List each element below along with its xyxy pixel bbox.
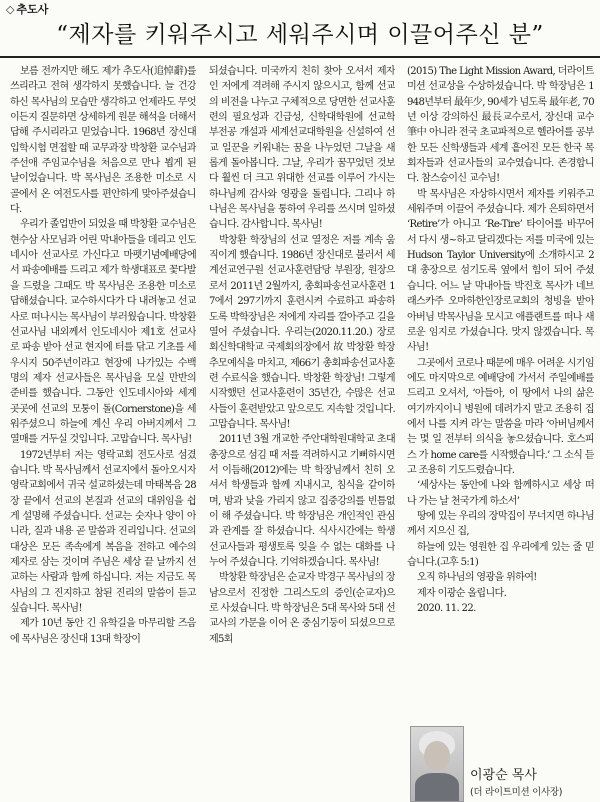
section-tag (6, 1, 48, 17)
paragraph: 오직 하나님의 영광을 위하여! (417, 572, 537, 584)
date-line: 2020. 11. 22. (417, 603, 476, 615)
paragraph: (2015) The Light Mission Award, 더라이트미션 선교상을 수상하셨습니다. 박 학장님은 1948년부터 最年少, 90세가 넘도록 最年老, 70년 이상 강의하신 最長교수로서, 장신대 교수筆中 아니라 전국 초교파적으로 헬라어를 공부한 모든 신학생들과 세계 흩어진 모든 한국 목회자들과 선교사들의 교수였습니다. 존경합니다. 참스승이신 교수님! (407, 66, 594, 185)
paragraph: 1972년부터 저는 영락교회 전도사로 섬겼습니다. 박 목사님께서 선교지에서 돌아오시자 영락교회에서 귀국 설교하셨는데 마태복음 28장 끝에서 선교의 본질과 선교의 대위임을 쉽게 설명해 주셨습니다. 선교는 숫자나 양이 아니라, 질과 내용 곧 말씀과 진리입니다. 선교의 대상은 모든 족속에게 복음을 전하고 예수의 제자로 삼는 것이며 주님은 세상 끝 날까지 선교하는 사람과 함께 하십니다. 저는 지금도 목사님의 그 진지하고 참된 진리의 말씀이 듣고 싶습니다. 목사님! (10, 449, 196, 615)
paragraph: 하늘에 있는 영원한 집 우리에게 있는 줄 믿습니다.(고후 5:1) (407, 541, 594, 568)
article-body (10, 64, 594, 802)
paragraph: 제가 10년 동안 긴 유학길을 마무리할 즈음에 목사님은 장신대 13대 학장이 (10, 618, 196, 645)
author-block (410, 716, 594, 802)
column-3 (407, 64, 594, 802)
paragraph: 우리가 졸업반이 되었을 때 박창환 교수님은 현수삼 사모님과 어린 막내아들을 데리고 인도네시아 선교사로 가신다고 마펫기념예배당에서 파송예배를 드리고 제가 학생대표로 꽃다발을 드렸을 그때도 박 목사님은 조용한 미소로 답해셨습니다. 교수하시다가 다 내려놓고 선교사로 떠나시는 목사님이 부러웠습니다. 박창환 선교사님 내외께서 인도네시아 제1호 선교사로 파송 받아 선교 현지에 터를 닦고 기초를 세우시지 50주년이라고 현장에 나가있는 수백 명의 제자 선교사들은 목사님을 모실 만반의 준비를 했습니다. 그동안 인도네시아와 세계 곳곳에 선교의 모퉁이 돌(Cornerstone)을 세워주셨으니 하늘에 계신 우리 아버지께서 그 열매를 거두실 것입니다. 고맙습니다. 목사님! (10, 219, 196, 446)
author-affiliation: (더 라이트미션 이사장) (470, 787, 563, 798)
paragraph: 땅에 있는 우리의 장막집이 무너지면 하나님께서 지으신 집, (407, 510, 594, 538)
section-label: 추도사 (16, 3, 49, 16)
paragraph: 박창환 학장님은 순교자 박경구 목사님의 장남으로서 진정한 그리스도의 증인(순교자)으로 사셨습니다. 박 학장님은 5대 목사와 5대 선교사의 가문을 이어 온 중심기둥이 되셨으므로 제5회 (209, 572, 395, 645)
author-name: 이광순 목사 (470, 768, 537, 783)
title-divider (0, 56, 600, 58)
paragraph: 2011년 3월 개교한 주안대학원대학교 초대총장으로 섬김 때 저를 격려하시고 기뻐하시면서 이듬해(2012)에는 박 학장님께서 친히 오셔서 학생들과 함께 지내시고, 침식을 같이하며, 밤과 낮을 가리지 않고 집중강의를 빈틈없이 해 주셨습니다. 박 학장님은 개인적인 관심과 관계를 잘 하셨습니다. 식사시간에는 학생선교사들과 평생토록 잊을 수 없는 대화를 나누어 주셨습니다. 기억하겠습니다. 목사님! (209, 434, 395, 568)
paragraph: 박창환 학장님의 선교 열정은 저를 계속 움직이게 했습니다. 1986년 장신대로 불러서 세계선교연구원 선교사훈련담당 부원장, 원장으로서 2011년 2월까지, 총회파송선교사훈련 17에서 297기까지 훈련시켜 수료하고 파송하도록 박학장님은 저에게 자리를 깔아주고 길을 열어 주셨습니다. 우리는(2020.11.20.) 장로회신학대학교 국제회의장에서 故 박창환 학장 추모예식을 마치고, 제66기 총회파송선교사훈련 수료식을 했습니다. 박창환 학장님! 그렇게 시작했던 선교사훈련이 35년간, 수많은 선교사들이 훈련받았고 앞으로도 지속할 것입니다. 고맙습니다. 목사님! (209, 234, 395, 430)
column-1 (10, 64, 196, 802)
article-title: “제자를 키워주시고 세워주시며 이끌어주신 분” (56, 22, 544, 48)
paragraph: 보름 전까지만 해도 제가 추도사(追悼辭)를 쓰리라고 전혀 생각하지 못했습니다. 늘 건강하신 목사님의 모습만 생각하고 언제라도 무엇이든지 질문하면 상세하게 원문 해석을 더해서 답해 주시리라고 믿었습니다. 1968년 장신대 입학시험 면접할 때 교무과장 박창환 교수님과 주선애 주임교수님을 처음으로 만나 뵙게 된 날이었습니다. 박 목사님은 조용한 미소로 시골에서 온 여전도사를 편안하게 맞아주셨습니다. (10, 66, 196, 216)
paragraph: 그곳에서 코로나 때문에 매우 어려운 시기임에도 마지막으로 예배당에 가서서 주일예배를 드리고 오셔서, ‘아들아, 이 땅에서 나의 삶은 여기까지이니 병원에 데려가지 말고 조용히 집에서 나를 지켜 라’는 말씀을 마라 ‘아버님께서는 몇 일 전부터 의식을 놓으셨습니다. 호스피스 가 home care를 시작했습니다.’ 그 소식 듣고 조용히 기도드렸습니다. (407, 357, 594, 476)
paragraph: ‘세상사는 동안에 나와 함께하시고 세상 떠나 가는 날 천국가게 하소서’ (407, 480, 594, 507)
author-portrait (410, 726, 464, 802)
diamond-icon: ◇ (6, 3, 15, 16)
paragraph: 되셨습니다. 미국까지 친히 찾아 오셔서 제자인 저에게 격려해 주시지 않으시고, 함께 선교의 비전을 나누고 구체적으로 당면한 선교사훈련의 필요성과 긴급성, 신학대학원에 선교학 부전공 개설과 세계선교대학원을 신설하여 선교 일꾼을 키워내는 꿈을 나누었던 그날을 새롭게 돌아봅니다. 그날, 우리가 꿈꾸었던 것보다 훨씬 더 크고 위대한 선교를 이루어 가시는 하나님께 감사와 영광을 돌립니다. 그리나 하나님은 목사님을 통하여 우리를 쓰시며 일하셨습니다. 감사합니다. 목사님! (209, 66, 395, 231)
paragraph: 박 목사님은 자상하시면서 제자를 키워주고 세워주며 이끌어 주셨습니다. 제가 은퇴하면서 ‘Retire’가 아니고 ‘Re-Tire’ 타이어를 바꾸어서 다시 생~하고 달리겠다는 저를 미국에 있는 Hudson Taylor University에 소개하시고 2대 총장으로 섬기도록 옆에서 힘이 되어 주셨습니다. 어느 날 막내아들 박진호 목사가 네브래스카주 오마하한인장로교회의 청빙을 받아 아버님 박목사님을 모시고 애플랜트를 떠나 새로운 임지로 가셨습니다. 맛지 않겠습니다. 목사님! (407, 188, 594, 354)
column-2 (209, 64, 395, 802)
signature-line: 제자 이광순 올립니다. (417, 587, 507, 599)
